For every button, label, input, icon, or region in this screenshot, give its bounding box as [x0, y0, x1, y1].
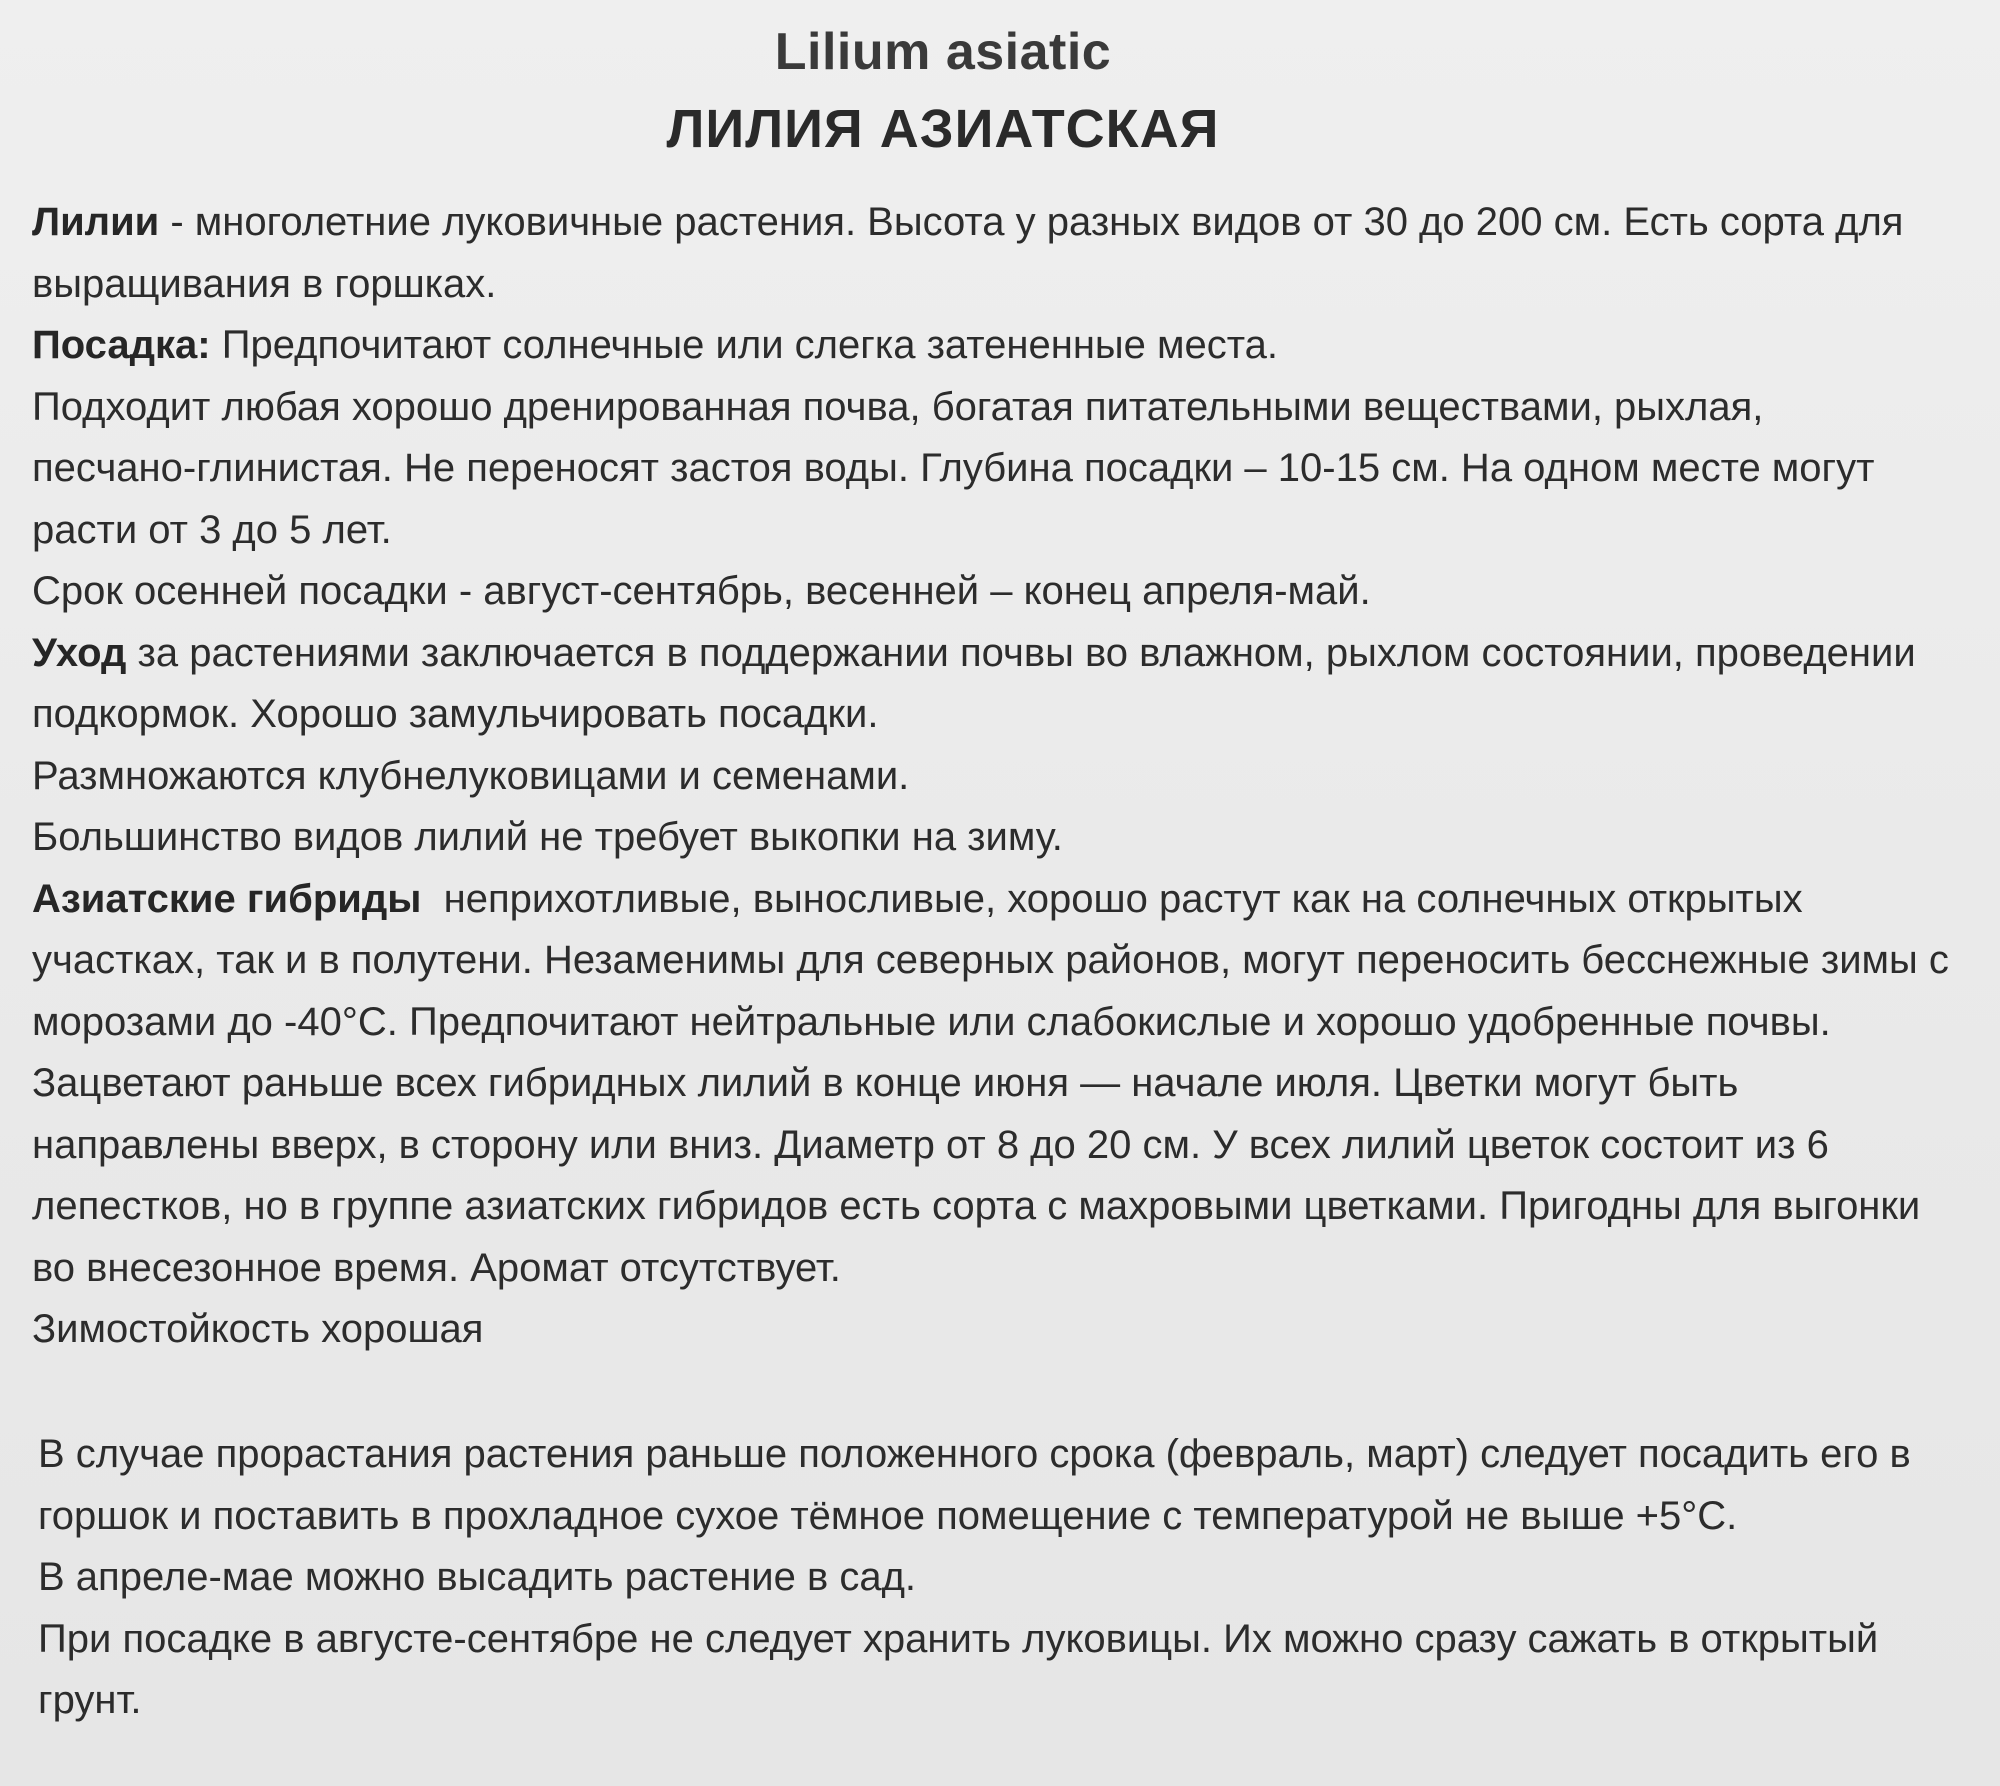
note-line: горшок и поставить в прохладное сухое тёмное помещение с температурой не выше +5°С.	[38, 1493, 1738, 1538]
note-line: грунт.	[38, 1678, 142, 1722]
bold-term: Азиатские гибриды	[32, 876, 422, 921]
text-line	[32, 254, 1972, 316]
note-line: При посадке в августе-сентябре не следует хранить луковицы. Их можно сразу сажать в открытый	[38, 1616, 1879, 1661]
description-body	[32, 192, 1972, 1361]
early-sprouting-note	[38, 1424, 1978, 1732]
line-text: - многолетние луковичные растения. Высота у разных видов от 30 до 200 см. Есть сорта для	[159, 200, 1904, 244]
text-line	[32, 315, 1972, 377]
line-text: направлены вверх, в сторону или вниз. Диаметр от 8 до 20 см. У всех лилий цветок состоит из 6	[32, 1122, 1829, 1167]
text-line	[32, 807, 1972, 869]
text-line	[32, 192, 1972, 254]
text-line	[32, 561, 1972, 623]
line-text: Срок осенней посадки - август-сентябрь, весенней – конец апреля-май.	[32, 569, 1371, 613]
text-line	[32, 1299, 1972, 1361]
text-line	[32, 377, 1972, 439]
text-line	[32, 1176, 1972, 1238]
line-text: морозами до -40°С. Предпочитают нейтральные или слабокислые и хорошо удобренные почвы.	[32, 999, 1831, 1044]
text-line	[32, 930, 1972, 992]
line-text: песчано-глинистая. Не переносят застоя воды. Глубина посадки – 10-15 см. На одном месте могут	[32, 446, 1875, 490]
text-line	[32, 746, 1972, 808]
line-text: Подходит любая хорошо дренированная почва, богатая питательными веществами, рыхлая,	[32, 384, 1764, 429]
text-line	[32, 684, 1972, 746]
text-line	[32, 992, 1972, 1054]
title-russian: ЛИЛИЯ АЗИАТСКАЯ	[666, 99, 1220, 159]
line-text: Размножаются клубнелуковицами и семенами.	[32, 753, 910, 798]
text-line	[32, 623, 1972, 685]
line-text: за растениями заключается в поддержании почвы во влажном, рыхлом состоянии, проведении	[126, 630, 1916, 675]
line-text: Большинство видов лилий не требует выкопки на зиму.	[32, 815, 1063, 859]
text-line	[32, 1053, 1972, 1115]
bold-term: Уход	[32, 630, 127, 675]
note-line: В случае прорастания растения раньше положенного срока (февраль, март) следует посадить его в	[38, 1432, 1911, 1476]
line-text: Предпочитают солнечные или слегка затененные места.	[210, 323, 1279, 367]
line-text: участках, так и в полутени. Незаменимы для северных районов, могут переносить бесснежные зимы с	[32, 938, 1949, 982]
line-text: неприхотливые, выносливые, хорошо растут как на солнечных открытых	[421, 876, 1803, 921]
line-text: во внесезонное время. Аромат отсутствует.	[32, 1245, 841, 1290]
bold-term: Лилии	[32, 200, 160, 244]
text-line	[32, 869, 1972, 931]
line-text: выращивания в горшках.	[32, 261, 497, 306]
text-line	[32, 438, 1972, 500]
line-text: лепестков, но в группе азиатских гибридов есть сорта с махровыми цветками. Пригодны для выгонки	[32, 1184, 1921, 1228]
title-latin: Lilium asiatic	[774, 23, 1112, 81]
line-text: подкормок. Хорошо замульчировать посадки.	[32, 692, 879, 736]
note-line: В апреле-мае можно высадить растение в сад.	[38, 1555, 917, 1599]
line-text: Зимостойкость хорошая	[32, 1307, 484, 1351]
text-line	[32, 1115, 1972, 1177]
text-line	[32, 1238, 1972, 1300]
text-line	[32, 500, 1972, 562]
line-text: Зацветают раньше всех гибридных лилий в конце июня — начале июля. Цветки могут быть	[32, 1061, 1739, 1105]
line-text: расти от 3 до 5 лет.	[32, 507, 392, 552]
bold-term: Посадка:	[32, 323, 211, 367]
